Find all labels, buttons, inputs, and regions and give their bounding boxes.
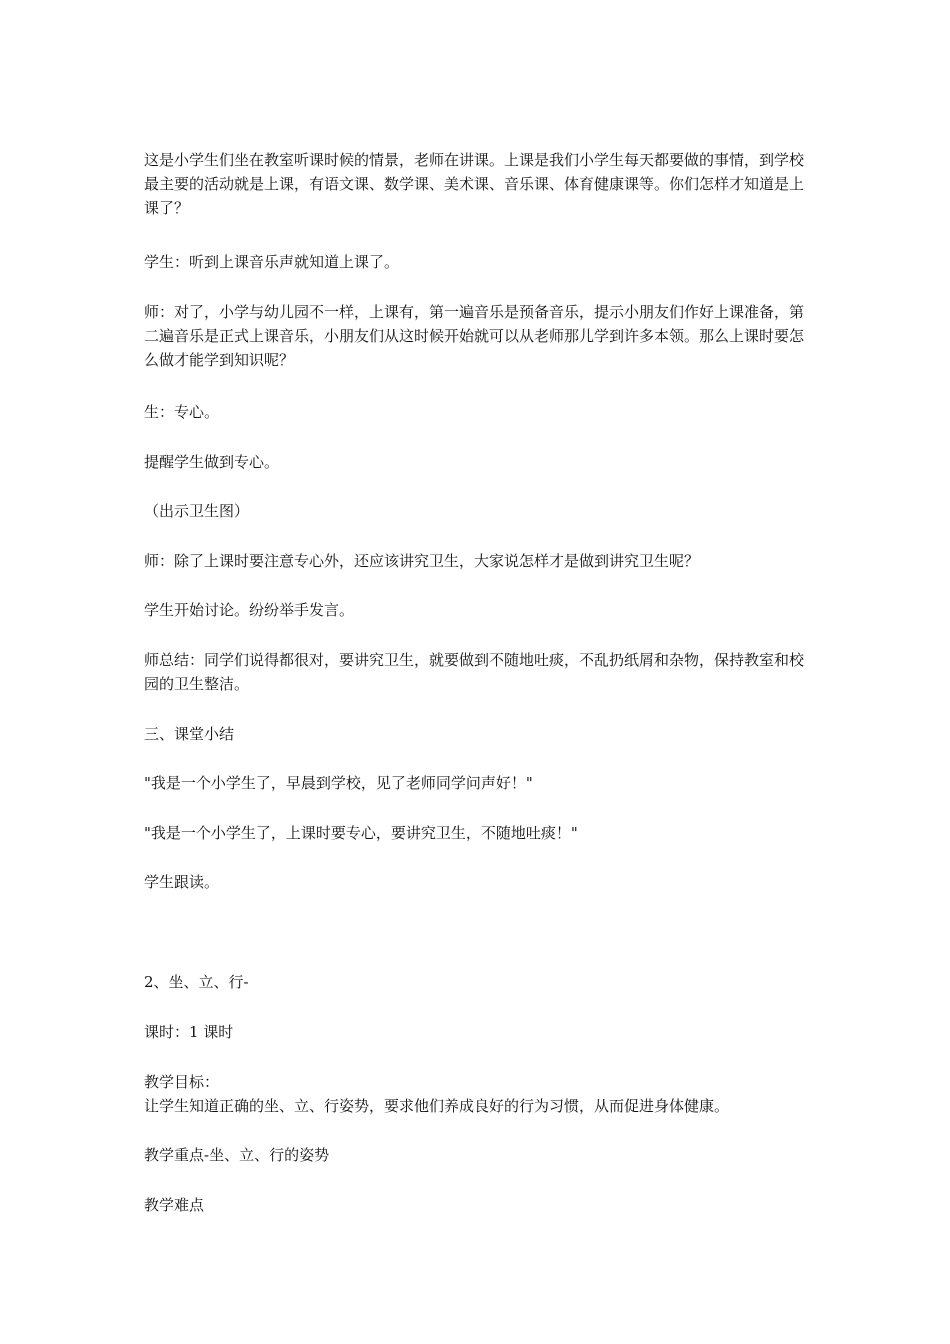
paragraph-show-picture: （出示卫生图） [144, 502, 250, 520]
section-heading-class-summary: 三、课堂小结 [144, 725, 235, 743]
teaching-difficulty: 教学难点 [144, 1196, 205, 1214]
lesson-title: 2、坐、立、行- [144, 973, 249, 991]
paragraph-teacher-hygiene: 师：除了上课时要注意专心外，还应该讲究卫生，大家说怎样才是做到讲究卫生呢？ [144, 552, 700, 570]
paragraph-student-answer-1: 学生：听到上课音乐声就知道上课了。 [144, 253, 400, 271]
paragraph-summary: 师总结：同学们说得都很对，要讲究卫生，就要做到不随地吐痰，不乱扔纸屑和杂物，保持教室和校园的卫生整洁。 [144, 651, 805, 693]
paragraph-teacher-music: 师：对了，小学与幼儿园不一样，上课有，第一遍音乐是预备音乐，提示小朋友们作好上课准备，第二遍音乐是正式上课音乐，小朋友们从这时候开始就可以从老师那儿学到许多本领。那么上课时要怎么做才能学到知识呢？ [144, 303, 805, 369]
teaching-goal-label: 教学目标： [144, 1073, 220, 1091]
paragraph-discussion: 学生开始讨论。纷纷举手发言。 [144, 601, 355, 619]
teaching-key-point: 教学重点-坐、立、行的姿势 [144, 1146, 330, 1164]
paragraph-student-answer-2: 生：专心。 [144, 403, 220, 421]
teaching-goal-content: 让学生知道正确的坐、立、行姿势，要求他们养成良好的行为习惯，从而促进身体健康。 [144, 1097, 730, 1115]
paragraph-quote-1: "我是一个小学生了，早晨到学校，见了老师同学问声好！" [144, 774, 533, 792]
paragraph-reminder: 提醒学生做到专心。 [144, 453, 280, 471]
paragraph-follow-read: 学生跟读。 [144, 873, 220, 891]
lesson-duration: 课时：1 课时 [144, 1023, 234, 1041]
paragraph-intro: 这是小学生们坐在教室听课时候的情景，老师在讲课。上课是我们小学生每天都要做的事情，到学校最主要的活动就是上课，有语文课、数学课、美术课、音乐课、体育健康课等。你们怎样才知道是上课了？ [144, 151, 805, 217]
paragraph-quote-2: "我是一个小学生了，上课时要专心，要讲究卫生，不随地吐痰！" [144, 824, 578, 842]
